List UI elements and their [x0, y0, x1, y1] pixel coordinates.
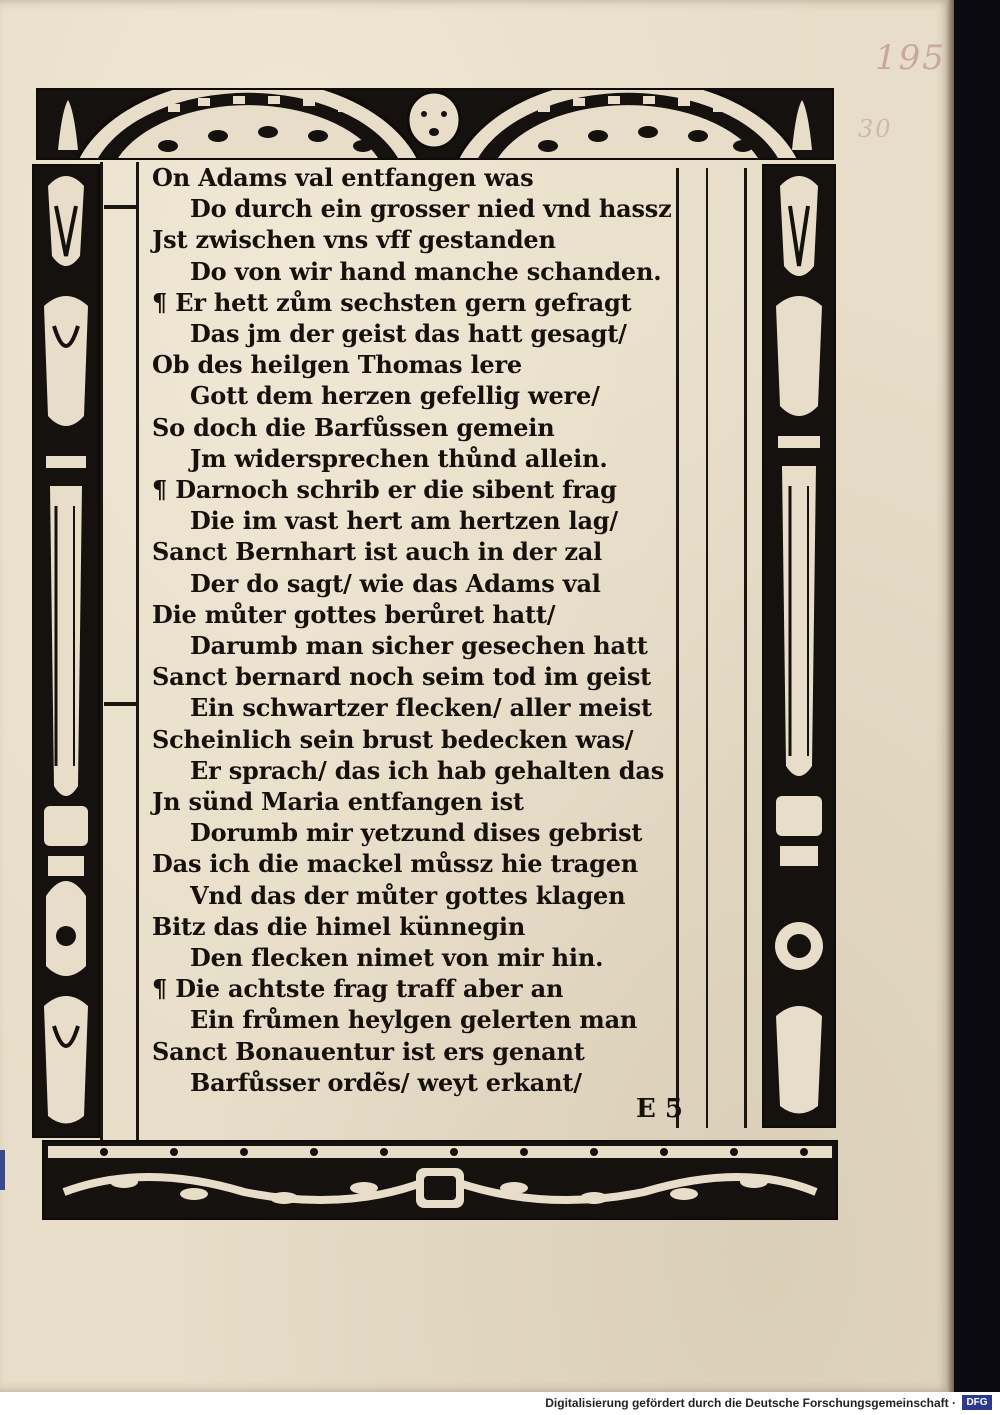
verse-line: Barfůsser ordẽs/ weyt erkant/	[190, 1067, 582, 1097]
bottom-woodcut-border	[42, 1140, 838, 1220]
right-rule-3	[744, 168, 747, 1128]
verse-line: Die im vast hert am hertzen lag/	[190, 506, 618, 536]
right-woodcut-pillar	[762, 164, 836, 1128]
verse-line: ¶ Die achtste frag traff aber an	[152, 974, 564, 1004]
verse-line: Scheinlich sein brust bedecken was/	[152, 724, 634, 754]
verse-line: Do von wir hand manche schanden.	[190, 256, 662, 286]
verse-line: ¶ Darnoch schrib er die sibent frag	[152, 475, 617, 505]
verse-line: So doch die Barfůssen gemein	[152, 412, 555, 442]
left-woodcut-pillar	[32, 164, 100, 1138]
top-woodcut-border	[36, 88, 834, 160]
verse-line: Vnd das der můter gottes klagen	[190, 880, 626, 910]
folio-number: 195	[875, 38, 946, 78]
page-edge-shadow	[946, 0, 954, 1392]
verse-line: Das jm der geist das hatt gesagt/	[190, 319, 627, 349]
verse-line: Sanct Bernhart ist auch in der zal	[152, 537, 603, 567]
verse-line: Jn sünd Maria entfangen ist	[152, 787, 524, 817]
verse-line: Er sprach/ das ich hab gehalten das	[190, 755, 665, 785]
signature-mark: E 5	[636, 1094, 683, 1124]
verse-line: Ob des heilgen Thomas lere	[152, 350, 522, 380]
verse-line: Do durch ein grosser nied vnd hassz	[190, 194, 672, 224]
left-marker-2	[104, 702, 136, 706]
verse-line: Ein frůmen heylgen gelerten man	[190, 1005, 638, 1035]
left-marker-1	[104, 205, 136, 209]
dfg-logo: DFG	[962, 1395, 992, 1410]
digitization-footer	[0, 1392, 1000, 1415]
verse-line: Bitz das die himel künnegin	[152, 911, 526, 941]
verse-line: Das ich die mackel můssz hie tragen	[152, 849, 639, 879]
footer-credit: Digitalisierung gefördert durch die Deutsche Forschungsgemeinschaft ·	[545, 1396, 956, 1410]
verse-line: Die můter gottes berůret hatt/	[152, 599, 556, 629]
verse-line: Der do sagt/ wie das Adams val	[190, 568, 601, 598]
left-rule-outer	[100, 162, 103, 1140]
verse-line: Darumb man sicher gesechen hatt	[190, 631, 648, 661]
verse-line: Ein schwartzer flecken/ aller meist	[190, 693, 652, 723]
verse-line: ¶ Er hett zům sechsten gern gefragt	[152, 287, 632, 317]
right-rule-1	[676, 168, 679, 1128]
verse-line: On Adams val entfangen was	[152, 163, 534, 192]
verse-text-block	[152, 162, 672, 1098]
verse-line: Jst zwischen vns vff gestanden	[152, 225, 556, 255]
verse-line: Sanct bernard noch seim tod im geist	[152, 662, 652, 692]
left-rule-inner	[136, 162, 139, 1140]
verse-line: Dorumb mir yetzund dises gebrist	[190, 818, 643, 848]
verse-line: Den flecken nimet von mir hin.	[190, 943, 604, 973]
verse-line: Gott dem herzen gefellig were/	[190, 381, 600, 411]
verse-line: Jm widersprechen thůnd allein.	[190, 443, 608, 473]
page-tab-mark	[0, 1150, 5, 1190]
secondary-number: 30	[858, 115, 893, 143]
right-rule-2	[706, 168, 708, 1128]
verse-line: Sanct Bonauentur ist ers genant	[152, 1036, 585, 1066]
